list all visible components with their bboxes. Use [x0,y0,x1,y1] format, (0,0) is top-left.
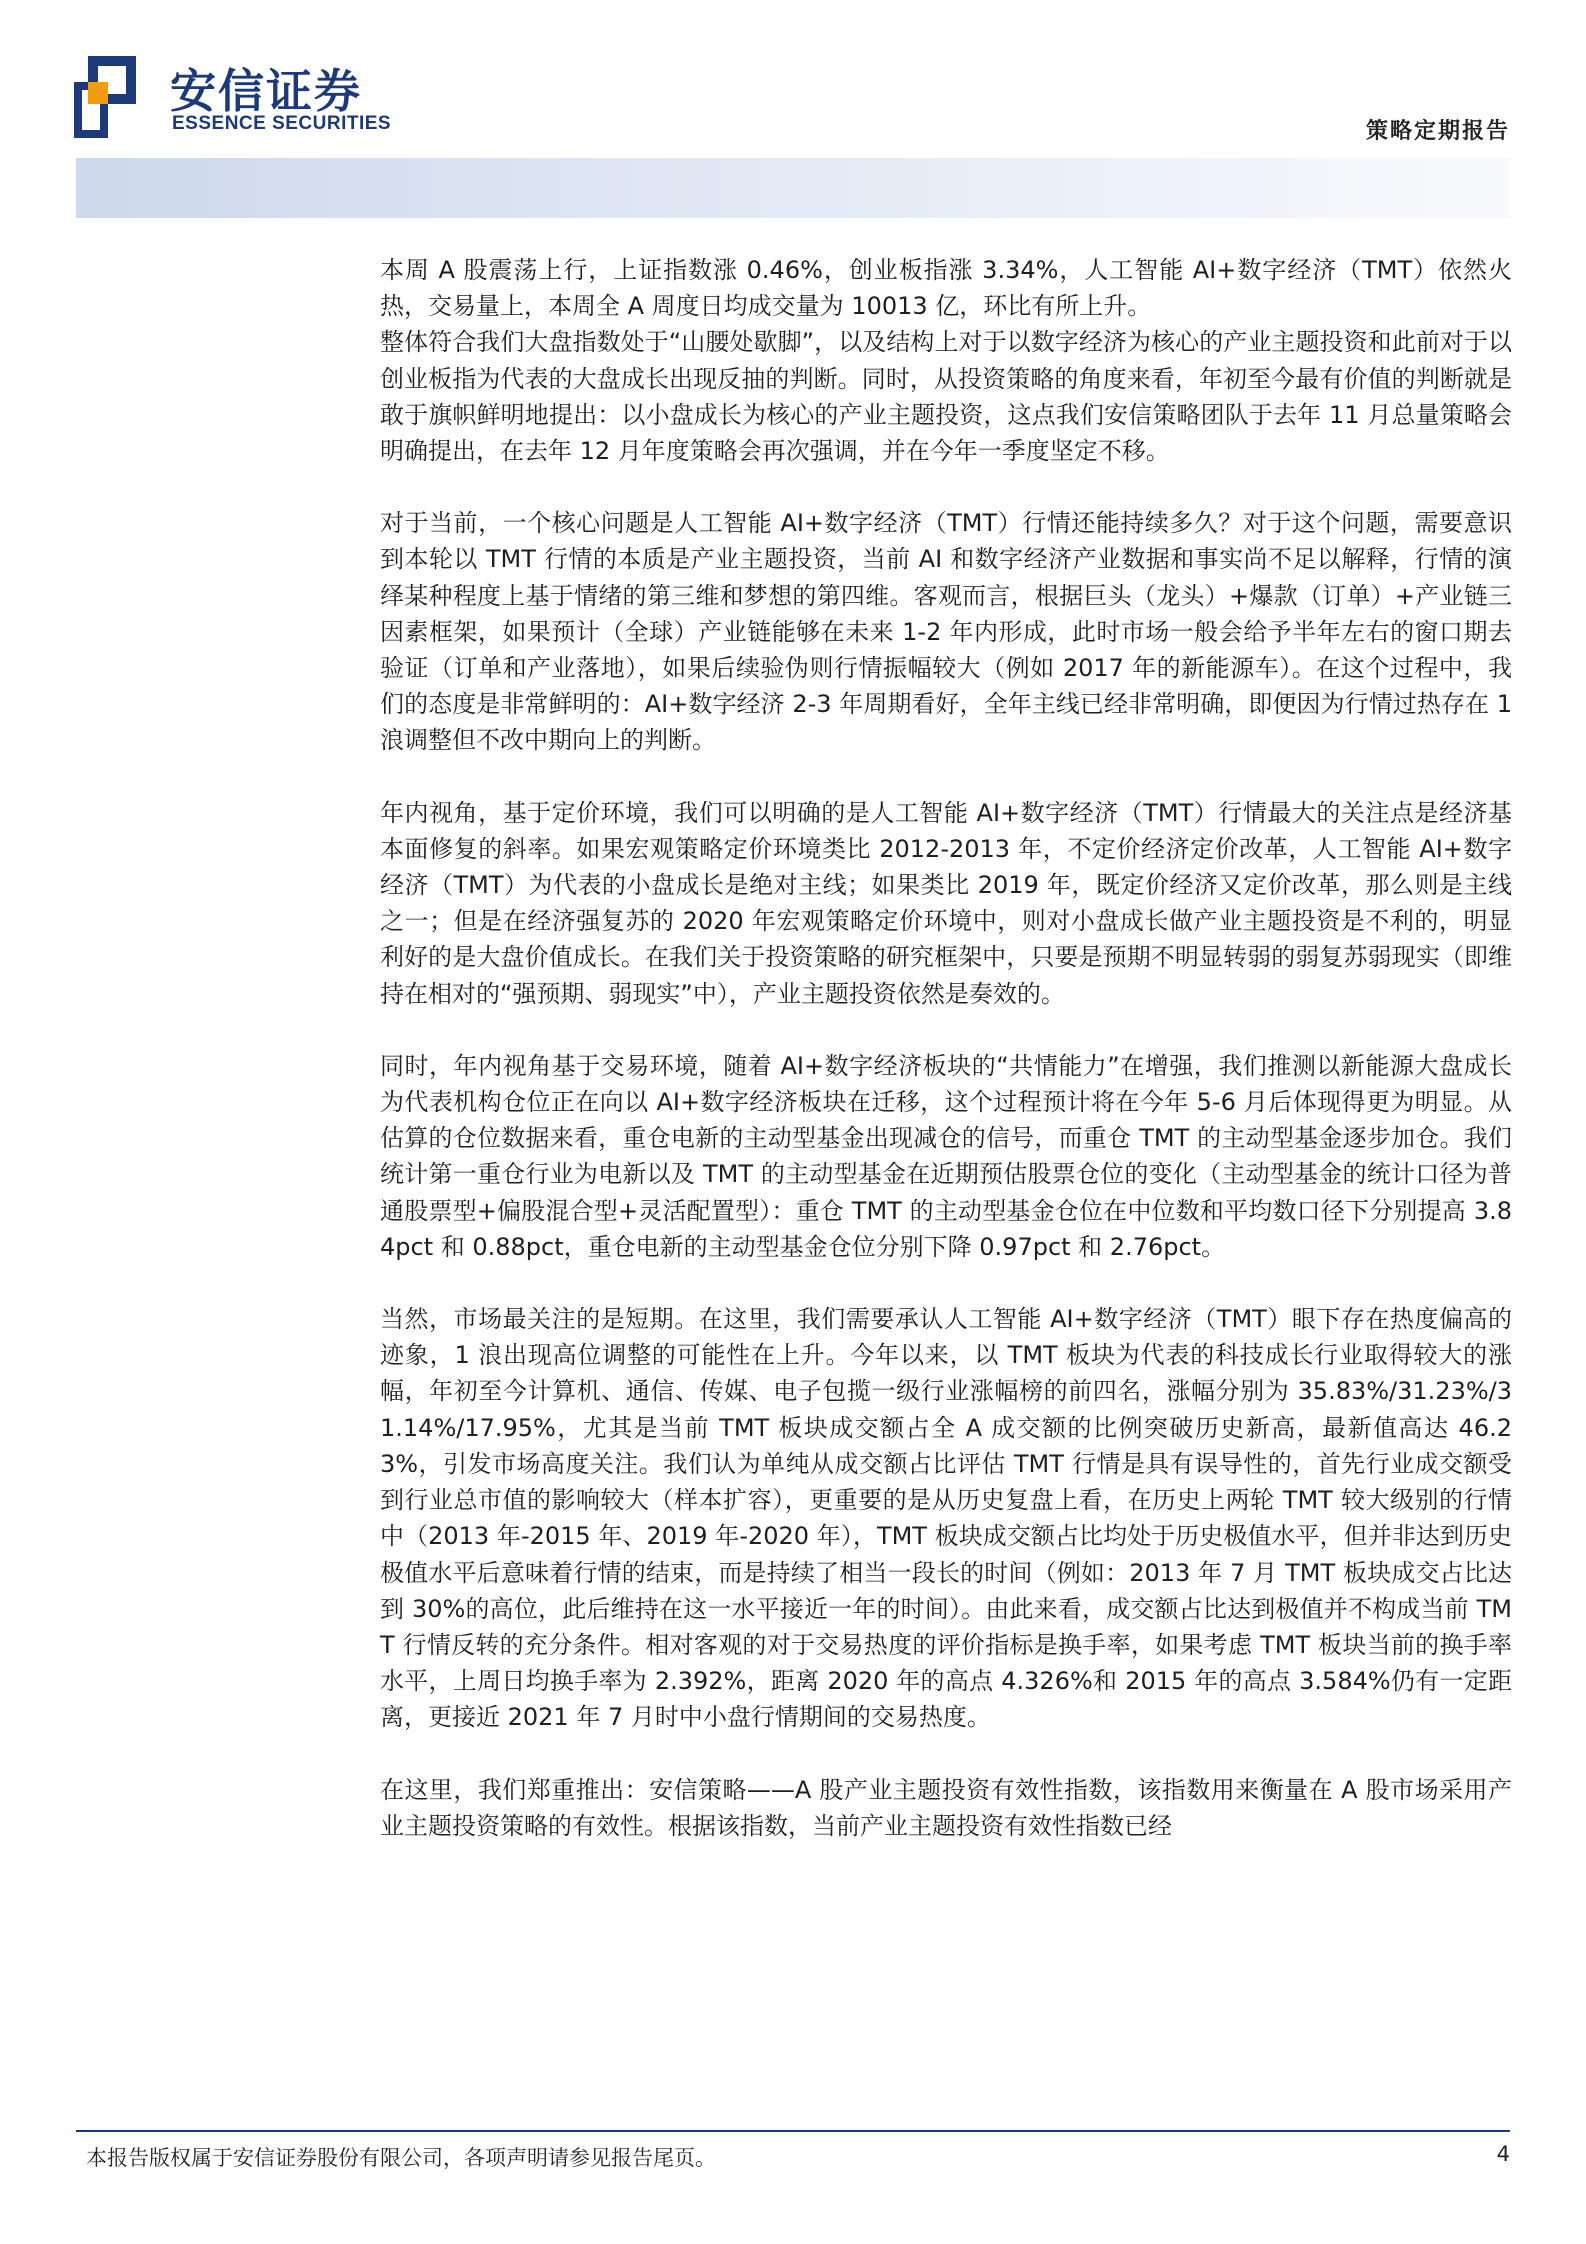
paragraph-5: 同时，年内视角基于交易环境，随着 AI+数字经济板块的“共情能力”在增强，我们推测以新能源大盘成长为代表机构仓位正在向以 AI+数字经济板块在迁移，这个过程预计将在今年 5-6 月后体现得更为明显。从估算的仓位数据来看，重仓电新的主动型基金出现减仓的信号，而重仓 TMT 的主动型基金逐步加仓。我们统计第一重仓行业为电新以及 TMT 的主动型基金在近期预估股票仓位的变化（主动型基金的统计口径为普通股票型+偏股混合型+灵活配置型）：重仓 TMT 的主动型基金仓位在中位数和平均数口径下分别提高 3.84pct 和 0.88pct，重仓电新的主动型基金仓位分别下降 0.97pct 和 2.76pct。 [380,1051,1512,1261]
paragraph-1: 本周 A 股震荡上行，上证指数涨 0.46%，创业板指涨 3.34%，人工智能 AI+数字经济（TMT）依然火热，交易量上，本周全 A 周度日均成交量为 10013 亿，环比有所上升。 [380,256,1512,321]
brand-name-cn: 安信证券 [170,64,362,118]
footer-divider [76,2130,1510,2132]
paragraph-3: 对于当前，一个核心问题是人工智能 AI+数字经济（TMT）行情还能持续多久？对于这个问题，需要意识到本轮以 TMT 行情的本质是产业主题投资，当前 AI 和数字经济产业数据和事实尚不足以解释，行情的演绎某种程度上基于情绪的第三维和梦想的第四维。客观而言，根据巨头（龙头）+爆款（订单）+产业链三因素框架，如果预计（全球）产业链能够在未来 1-2 年内形成，此时市场一般会给予半年左右的窗口期去验证（订单和产业落地），如果后续验伪则行情振幅较大（例如 2017 年的新能源车）。在这个过程中，我们的态度是非常鲜明的：AI+数字经济 2-3 年周期看好，全年主线已经非常明确，即便因为行情过热存在 1 浪调整但不改中期向上的判断。 [380,509,1512,755]
essence-logo-icon [74,56,146,138]
paragraph-4: 年内视角，基于定价环境，我们可以明确的是人工智能 AI+数字经济（TMT）行情最大的关注点是经济基本面修复的斜率。如果宏观策略定价环境类比 2012-2013 年，不定价经济定价改革，人工智能 AI+数字经济（TMT）为代表的小盘成长是绝对主线；如果类比 2019 年，既定价经济又定价改革，那么则是主线之一；但是在经济强复苏的 2020 年宏观策略定价环境中，则对小盘成长做产业主题投资是不利的，明显利好的是大盘价值成长。在我们关于投资策略的研究框架中，只要是预期不明显转弱的弱复苏弱现实（即维持在相对的“强预期、弱现实”中），产业主题投资依然是奏效的。 [380,798,1512,1008]
brand-name-en: ESSENCE SECURITIES [172,113,392,134]
page-number: 4 [1496,2142,1510,2166]
paragraph-6: 当然，市场最关注的是短期。在这里，我们需要承认人工智能 AI+数字经济（TMT）眼下存在热度偏高的迹象，1 浪出现高位调整的可能性在上升。今年以来，以 TMT 板块为代表的科技成长行业取得较大的涨幅，年初至今计算机、通信、传媒、电子包揽一级行业涨幅榜的前四名，涨幅分别为 35.83%/31.23%/31.14%/17.95%，尤其是当前 TMT 板块成交额占全 A 成交额的比例突破历史新高，最新值高达 46.23%，引发市场高度关注。我们认为单纯从成交额占比评估 TMT 行情是具有误导性的，首先行业成交额受到行业总市值的影响较大（样本扩容），更重要的是从历史复盘上看，在历史上两轮 TMT 较大级别的行情中（2013 年-2015 年、2019 年-2020 年），TMT 板块成交额占比均处于历史极值水平，但并非达到历史极值水平后意味着行情的结束，而是持续了相当一段长的时间（例如：2013 年 7 月 TMT 板块成交占比达到 30%的高位，此后维持在这一水平接近一年的时间）。由此来看，成交额占比达到极值并不构成当前 TMT 行情反转的充分条件。相对客观的对于交易热度的评价指标是换手率，如果考虑 TMT 板块当前的换手率水平，上周日均换手率为 2.392%，距离 2020 年的高点 4.326%和 2015 年的高点 3.584%仍有一定距离，更接近 2021 年 7 月时中小盘行情期间的交易热度。 [380,1305,1512,1732]
report-body [380,252,1512,1844]
header-band [76,158,1510,218]
paragraph-2: 整体符合我们大盘指数处于“山腰处歇脚”，以及结构上对于以数字经济为核心的产业主题投资和此前对于以创业板指为代表的大盘成长出现反抽的判断。同时，从投资策略的角度来看，年初至今最有价值的判断就是敢于旗帜鲜明地提出：以小盘成长为核心的产业主题投资，这点我们安信策略团队于去年 11 月总量策略会明确提出，在去年 12 月年度策略会再次强调，并在今年一季度坚定不移。 [380,328,1512,466]
page-header [0,0,1586,220]
footer-disclaimer: 本报告版权属于安信证券股份有限公司，各项声明请参见报告尾页。 [86,2146,716,2170]
paragraph-7: 在这里，我们郑重推出：安信策略——A 股产业主题投资有效性指数，该指数用来衡量在 A 股市场采用产业主题投资策略的有效性。根据该指数，当前产业主题投资有效性指数已经 [380,1775,1512,1840]
report-type-label: 策略定期报告 [1365,119,1510,144]
